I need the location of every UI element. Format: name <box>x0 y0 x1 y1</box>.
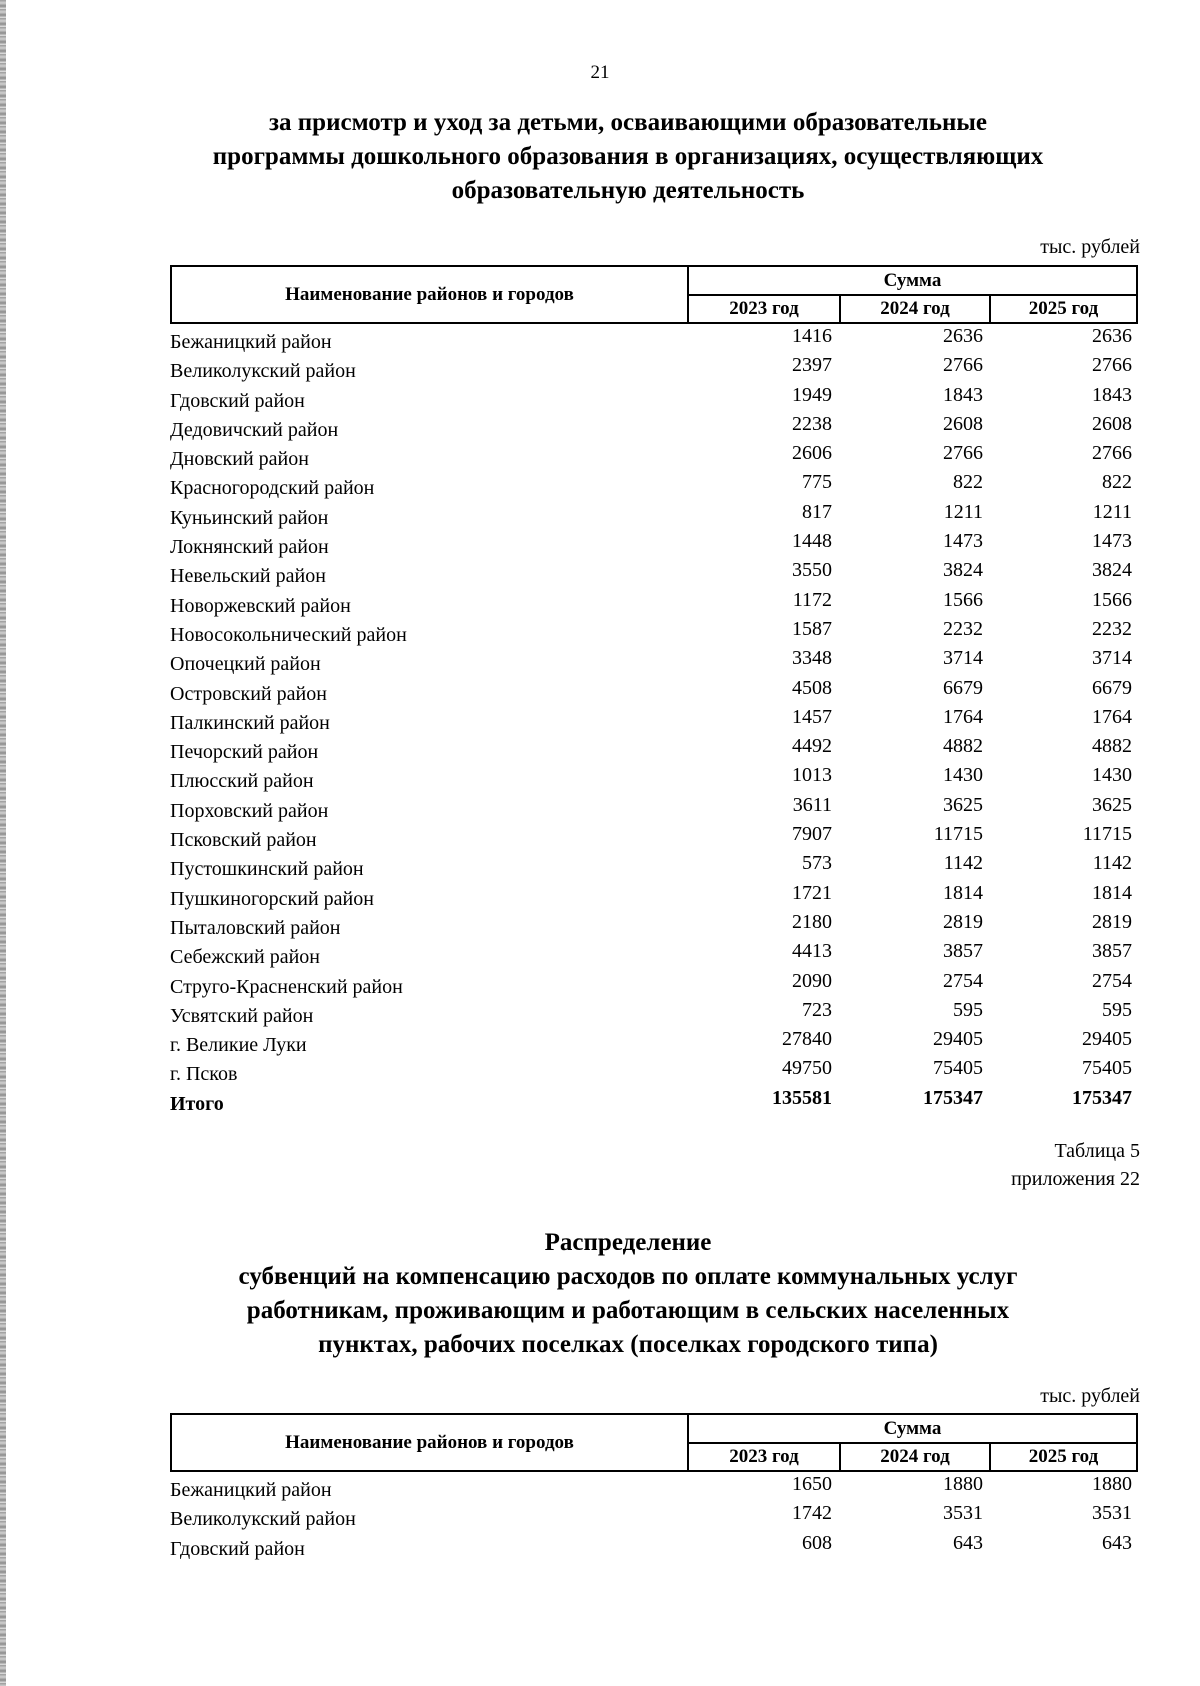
district-name: Красногородский район <box>170 477 375 500</box>
table-row <box>170 559 1140 588</box>
value-2025: 4882 <box>1092 735 1132 758</box>
value-2024: 175347 <box>923 1086 983 1109</box>
value-2024: 29405 <box>933 1028 983 1051</box>
table2-title-line: пунктах, рабочих поселках (поселках городского типа) <box>318 1331 938 1358</box>
district-name: Великолукский район <box>170 1508 356 1531</box>
page-number: 21 <box>590 62 610 83</box>
district-name: Новоржевский район <box>170 594 351 617</box>
district-name: Бежаницкий район <box>170 1479 332 1501</box>
value-2024: 4882 <box>943 735 983 758</box>
district-name: Невельский район <box>170 565 326 588</box>
value-2024: 595 <box>953 998 983 1021</box>
district-name: Плюсский район <box>170 770 314 793</box>
district-name: Печорский район <box>170 741 319 764</box>
value-2023: 1650 <box>792 1473 832 1495</box>
value-2024: 3857 <box>943 940 983 963</box>
value-2023: 49750 <box>782 1057 832 1080</box>
table-row <box>170 530 1140 559</box>
district-name: Гдовский район <box>170 389 305 412</box>
value-2024: 2819 <box>943 910 983 933</box>
value-2023: 27840 <box>782 1028 832 1051</box>
district-name: Островский район <box>170 682 327 705</box>
value-2025: 1880 <box>1092 1473 1132 1495</box>
table1-total-row <box>170 1087 1140 1116</box>
table2-label <box>170 1137 1140 1193</box>
table-row <box>170 764 1140 793</box>
table2-label-line: Таблица 5 <box>1054 1140 1140 1162</box>
scan-edge <box>0 0 6 1686</box>
table2-unit: тыс. рублей <box>1040 1385 1140 1407</box>
table2-title-line: Распределение <box>544 1229 712 1256</box>
value-2023: 775 <box>802 471 832 494</box>
value-2025: 2232 <box>1092 617 1132 640</box>
value-2025: 2608 <box>1092 412 1132 435</box>
value-2023: 2238 <box>792 412 832 435</box>
value-2023: 2090 <box>792 969 832 992</box>
value-2025: 3714 <box>1092 647 1132 670</box>
value-2024: 2766 <box>943 442 983 465</box>
district-name: Пушкиногорский район <box>170 887 374 910</box>
value-2025: 1142 <box>1092 852 1132 875</box>
value-2024: 1814 <box>943 881 983 904</box>
value-2025: 2766 <box>1092 442 1132 465</box>
value-2025: 822 <box>1102 471 1132 494</box>
table2-header-year-2023: 2023 год <box>689 1444 841 1470</box>
table-row <box>170 442 1140 471</box>
value-2024: 3625 <box>943 793 983 816</box>
table-row <box>170 794 1140 823</box>
table-row <box>170 1532 1140 1561</box>
value-2025: 1814 <box>1092 881 1132 904</box>
value-2023: 2180 <box>792 910 832 933</box>
table-row <box>170 823 1140 852</box>
table-row <box>170 911 1140 940</box>
district-name: Куньинский район <box>170 506 329 529</box>
table-row <box>170 471 1140 500</box>
value-2025: 643 <box>1102 1531 1132 1554</box>
value-2025: 2819 <box>1092 910 1132 933</box>
district-name: Пустошкинский район <box>170 858 364 881</box>
value-2024: 6679 <box>943 676 983 699</box>
value-2025: 3531 <box>1092 1502 1132 1525</box>
value-2025: 2636 <box>1092 325 1132 347</box>
table1-header-sum: Сумма <box>689 267 1136 296</box>
value-2024: 11715 <box>933 823 983 846</box>
value-2024: 1880 <box>943 1473 983 1495</box>
value-2025: 1764 <box>1092 705 1132 728</box>
value-2025: 29405 <box>1082 1028 1132 1051</box>
table1-header-year-2024: 2024 год <box>841 296 991 322</box>
district-name: г. Великие Луки <box>170 1034 307 1057</box>
value-2023: 1457 <box>792 705 832 728</box>
value-2024: 1211 <box>943 500 983 523</box>
value-2025: 75405 <box>1082 1057 1132 1080</box>
table-row <box>170 970 1140 999</box>
value-2023: 608 <box>802 1531 832 1554</box>
value-2023: 135581 <box>772 1086 832 1109</box>
table2-header-year-2025: 2025 год <box>1028 1446 1099 1467</box>
table2-title <box>170 1226 1086 1362</box>
table-row <box>170 882 1140 911</box>
value-2025: 175347 <box>1072 1086 1132 1109</box>
table-row <box>170 706 1140 735</box>
district-name: Локнянский район <box>170 536 329 559</box>
value-2023: 7907 <box>792 823 832 846</box>
value-2024: 1843 <box>943 383 983 406</box>
table-row <box>170 852 1140 881</box>
table1-title-line: за присмотр и уход за детьми, осваивающими образовательные <box>268 109 988 136</box>
value-2025: 6679 <box>1092 676 1132 699</box>
value-2024: 75405 <box>933 1057 983 1080</box>
value-2023: 2606 <box>792 442 832 465</box>
table-row <box>170 647 1140 676</box>
value-2024: 3531 <box>943 1502 983 1525</box>
table2-header-name: Наименование районов и городов <box>172 1415 689 1470</box>
value-2025: 3857 <box>1092 940 1132 963</box>
value-2024: 3824 <box>943 559 983 582</box>
table1-title-line: программы дошкольного образования в организациях, осуществляющих <box>212 143 1044 170</box>
value-2024: 3714 <box>943 647 983 670</box>
table-row <box>170 589 1140 618</box>
table-row <box>170 735 1140 764</box>
value-2024: 2608 <box>943 412 983 435</box>
value-2023: 1949 <box>792 383 832 406</box>
value-2023: 3611 <box>792 793 832 816</box>
value-2023: 3348 <box>792 647 832 670</box>
value-2025: 11715 <box>1082 823 1132 846</box>
district-name: Порховский район <box>170 799 329 822</box>
district-name: Псковский район <box>170 829 317 852</box>
table-row <box>170 354 1140 383</box>
value-2023: 1742 <box>792 1502 832 1525</box>
value-2025: 1473 <box>1092 530 1132 553</box>
district-name: Усвятский район <box>170 1004 314 1027</box>
value-2024: 1764 <box>943 705 983 728</box>
value-2023: 3550 <box>792 559 832 582</box>
value-2024: 822 <box>953 471 983 494</box>
table-row <box>170 1473 1140 1502</box>
table-row <box>170 384 1140 413</box>
table2-label-line: приложения 22 <box>1011 1168 1140 1190</box>
value-2025: 3625 <box>1092 793 1132 816</box>
value-2023: 1172 <box>792 588 832 611</box>
district-name: Гдовский район <box>170 1537 305 1560</box>
table2-title-line: субвенций на компенсацию расходов по оплате коммунальных услуг <box>238 1263 1018 1290</box>
district-name: Новосокольнический район <box>170 623 407 646</box>
value-2023: 723 <box>802 998 832 1021</box>
district-name: Великолукский район <box>170 360 356 383</box>
value-2025: 3824 <box>1092 559 1132 582</box>
table2-body <box>170 1473 1140 1561</box>
district-name: Пыталовский район <box>170 916 341 939</box>
value-2025: 1843 <box>1092 383 1132 406</box>
value-2023: 4492 <box>792 735 832 758</box>
table2-header-sum: Сумма <box>689 1415 1136 1444</box>
value-2024: 1142 <box>943 852 983 875</box>
value-2024: 1430 <box>943 764 983 787</box>
value-2023: 1587 <box>792 617 832 640</box>
district-name: г. Псков <box>170 1063 238 1086</box>
table-row <box>170 1057 1140 1086</box>
value-2025: 595 <box>1102 998 1132 1021</box>
table2-title-line: работникам, проживающим и работающим в сельских населенных <box>246 1297 1010 1324</box>
table-row <box>170 1028 1140 1057</box>
table1-header-year-2025: 2025 год <box>1028 298 1099 319</box>
table-row <box>170 677 1140 706</box>
value-2025: 2754 <box>1092 969 1132 992</box>
district-name: Итого <box>170 1092 224 1115</box>
table2-header <box>170 1413 1138 1472</box>
value-2024: 2766 <box>943 354 983 377</box>
value-2024: 2754 <box>943 969 983 992</box>
table-row <box>170 325 1140 354</box>
value-2024: 1473 <box>943 530 983 553</box>
district-name: Струго-Красненский район <box>170 975 403 998</box>
table-row <box>170 999 1140 1028</box>
table1-title <box>170 106 1086 208</box>
value-2023: 1416 <box>792 325 832 347</box>
district-name: Дновский район <box>170 448 309 471</box>
value-2024: 2636 <box>943 325 983 347</box>
value-2023: 1448 <box>792 530 832 553</box>
table-row <box>170 413 1140 442</box>
value-2025: 1566 <box>1092 588 1132 611</box>
table1-body <box>170 325 1140 1116</box>
value-2023: 1721 <box>792 881 832 904</box>
value-2025: 1211 <box>1092 500 1132 523</box>
value-2023: 4413 <box>792 940 832 963</box>
table1-header-name: Наименование районов и городов <box>172 267 689 322</box>
value-2025: 1430 <box>1092 764 1132 787</box>
table1-header-year-2023: 2023 год <box>689 296 841 322</box>
table-row <box>170 618 1140 647</box>
table-row <box>170 940 1140 969</box>
table1-title-line: образовательную деятельность <box>451 177 805 204</box>
value-2024: 643 <box>953 1531 983 1554</box>
value-2023: 4508 <box>792 676 832 699</box>
value-2024: 1566 <box>943 588 983 611</box>
value-2023: 573 <box>802 852 832 875</box>
district-name: Дедовичский район <box>170 418 339 441</box>
table1-header <box>170 265 1138 324</box>
value-2025: 2766 <box>1092 354 1132 377</box>
district-name: Опочецкий район <box>170 653 321 676</box>
table2-header-year-2024: 2024 год <box>841 1444 991 1470</box>
value-2023: 1013 <box>792 764 832 787</box>
district-name: Бежаницкий район <box>170 331 332 353</box>
district-name: Палкинский район <box>170 711 330 734</box>
district-name: Себежский район <box>170 946 320 969</box>
table-row <box>170 501 1140 530</box>
value-2023: 817 <box>802 500 832 523</box>
table1-unit: тыс. рублей <box>1040 236 1140 258</box>
value-2024: 2232 <box>943 617 983 640</box>
table-row <box>170 1502 1140 1531</box>
value-2023: 2397 <box>792 354 832 377</box>
